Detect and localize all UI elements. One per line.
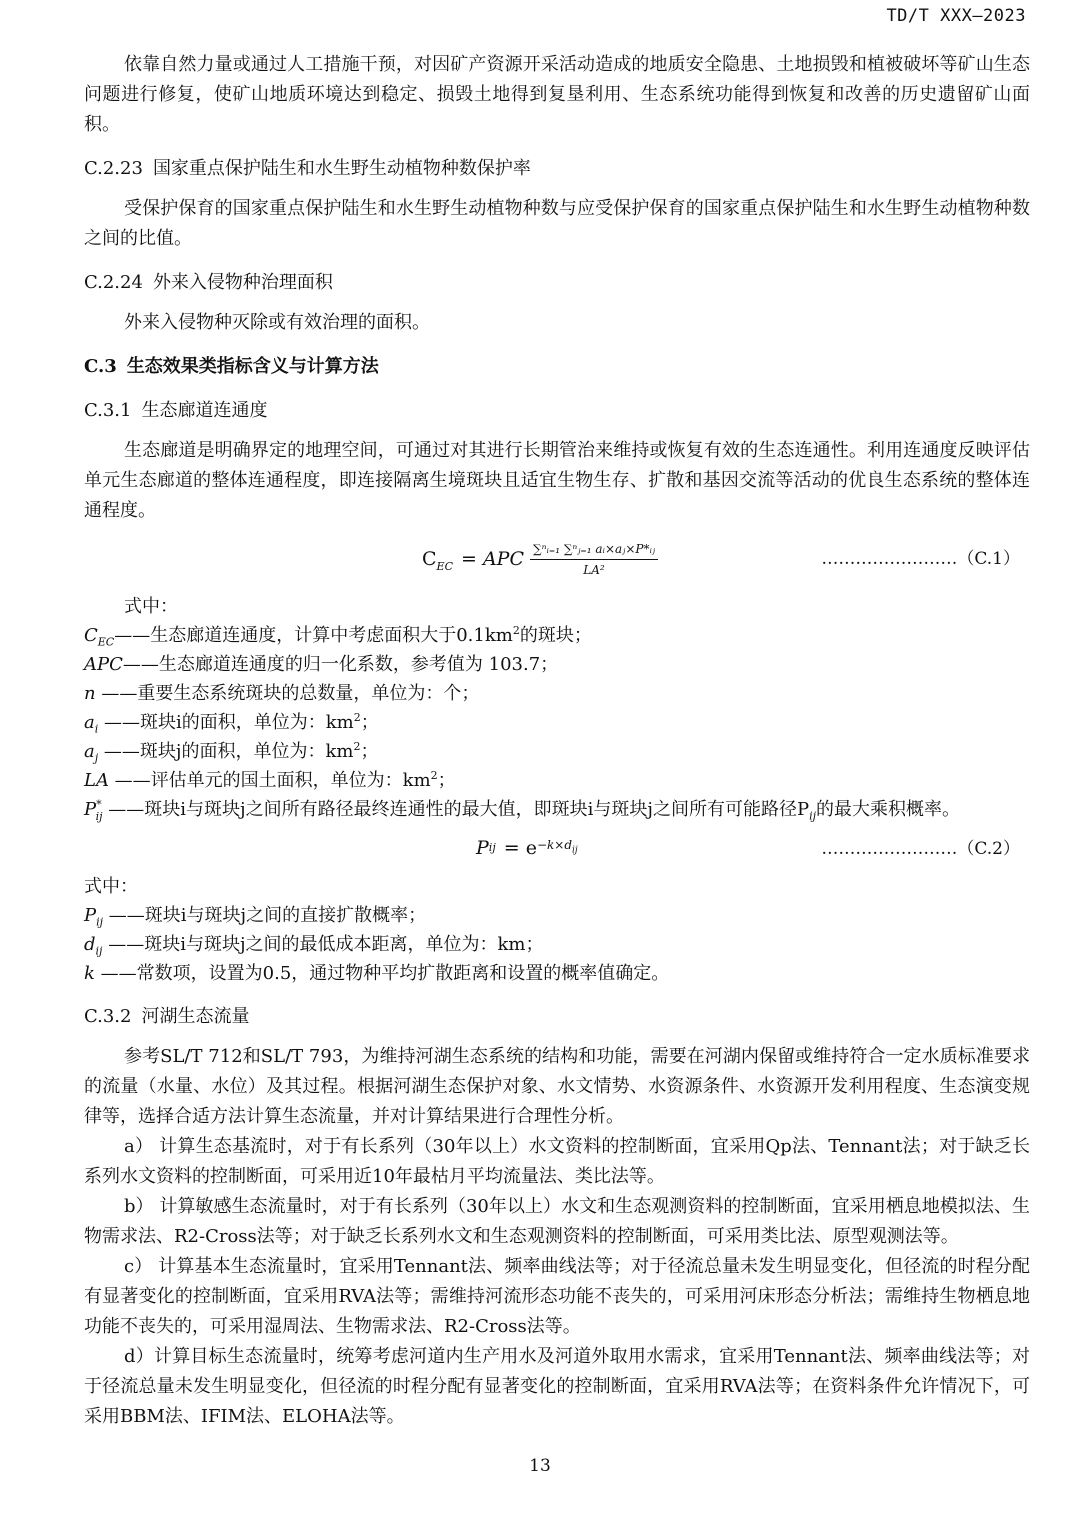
clause-title: 河湖生态流量 xyxy=(141,1006,250,1027)
clause-number: C.2.24 xyxy=(84,272,143,293)
clause-c2-24-body: 外来入侵物种灭除或有效治理的面积。 xyxy=(124,312,430,333)
where-label: 式中： xyxy=(124,596,178,617)
formula-c2 xyxy=(84,828,1030,868)
formula-lhs: $C_{EC}$ xyxy=(422,548,453,573)
definition-line: APC——生态廊道连通度的归一化系数，参考值为 103.7； xyxy=(84,654,559,675)
formula-numerator: ∑ⁿᵢ₌₁ ∑ⁿⱼ₌₁ aᵢ×aⱼ×P*ᵢⱼ xyxy=(530,541,658,560)
method-item: a） 计算生态基流时，对于有长系列（30年以上）水文资料的控制断面，宜采用Qp法、Tennant法；对于缺乏长系列水文资料的控制断面，可采用近10年最枯月平均流量法、类比法等。 xyxy=(84,1136,1030,1187)
formula-c1 xyxy=(84,530,1030,588)
method-item-list xyxy=(84,1132,1030,1432)
clause-c2-24-heading xyxy=(84,268,1030,298)
equation-number-c1: ……………………（C.1） xyxy=(821,549,1020,569)
clause-number: C.3.1 xyxy=(84,400,132,421)
definition-list-c2 xyxy=(84,901,1030,988)
definition-line: k ——常数项，设置为0.5，通过物种平均扩散距离和设置的概率值确定。 xyxy=(84,963,670,984)
clause-number: C.2.23 xyxy=(84,158,143,179)
definition-line: $P_{ij}$ ——斑块i与斑块j之间的直接扩散概率； xyxy=(84,905,427,929)
formula-fraction xyxy=(530,541,658,578)
definition-list-c1 xyxy=(84,621,1030,795)
page-number: 13 xyxy=(529,1456,551,1476)
definition-line: $a_i$ ——斑块i的面积，单位为：$km^2$； xyxy=(84,711,379,736)
method-item: b） 计算敏感生态流量时，对于有长系列（30年以上）水文和生态观测资料的控制断面，宜采用栖息地模拟法、生物需求法、R2-Cross法等；对于缺乏长系列水文和生态观测资料的控制断面，可采用类比法、原型观测法等。 xyxy=(84,1196,1030,1247)
definition-line: $C_{EC}——$生态廊道连通度，计算中考虑面积大于$0.1km^2$的斑块； xyxy=(84,624,592,649)
equation-number-c2: ……………………（C.2） xyxy=(821,839,1020,859)
definition-p-star: $P^*_{ij}$ ——斑块i与斑块j之间所有路径最终连通性的最大值，即斑块i与斑块j之间所有可能路径$P_{ij}$的最大乘积概率。 xyxy=(84,798,961,823)
definition-line: n ——重要生态系统斑块的总数量，单位为：个； xyxy=(84,683,480,704)
section-title: 生态效果类指标含义与计算方法 xyxy=(126,356,379,377)
intro-paragraph: 依靠自然力量或通过人工措施干预，对因矿产资源开采活动造成的地质安全隐患、土地损毁和植被破坏等矿山生态问题进行修复，使矿山地质环境达到稳定、损毁土地得到复垦利用、生态系统功能得到恢复和改善的历史遗留矿山面积。 xyxy=(84,54,1030,135)
clause-c3-2-body: 参考SL/T 712和SL/T 793，为维持河湖生态系统的结构和功能，需要在河湖内保留或维持符合一定水质标准要求的流量（水量、水位）及其过程。根据河湖生态保护对象、水文情势、水资源条件、水资源开发利用程度、生态演变规律等，选择合适方法计算生态流量，并对计算结果进行合理性分析。 xyxy=(84,1046,1030,1127)
page-content xyxy=(84,50,1030,1432)
formula-denominator: LA² xyxy=(583,562,605,577)
clause-title: 外来入侵物种治理面积 xyxy=(152,272,333,293)
formula-c1-expression xyxy=(422,530,658,588)
definition-line: $d_{ij}$ ——斑块i与斑块j之间的最低成本距离，单位为：km； xyxy=(84,934,544,958)
standard-code-header: TD/T XXX—2023 xyxy=(886,6,1026,26)
clause-title: 生态廊道连通度 xyxy=(141,400,268,421)
formula-c2-expression: P ij = e $-k\times d_{ij}$ xyxy=(476,837,578,859)
method-item: c） 计算基本生态流量时，宜采用Tennant法、频率曲线法等；对于径流总量未发生明显变化，但径流的时程分配有显著变化的控制断面，宜采用RVA法等；需维持河流形态功能不丧失的，可采用河床形态分析法；需维持生物栖息地功能不丧失的，可采用湿周法、生物需求法、R2-Cross法等。 xyxy=(84,1256,1030,1337)
clause-c2-23-heading xyxy=(84,154,1030,184)
section-number: C.3 xyxy=(84,356,117,377)
clause-c2-23-body: 受保护保育的国家重点保护陆生和水生野生动植物种数与应受保护保育的国家重点保护陆生和水生野生动植物种数之间的比值。 xyxy=(84,198,1030,249)
definition-line: LA ——评估单元的国土面积，单位为：$km^2$； xyxy=(84,769,456,791)
where-label-2: 式中： xyxy=(84,876,138,897)
section-c3-heading xyxy=(84,352,1030,382)
clause-c3-1-heading xyxy=(84,396,1030,426)
definition-line: $a_j$ ——斑块j的面积，单位为：$km^2$； xyxy=(84,740,379,765)
clause-c3-1-body: 生态廊道是明确界定的地理空间，可通过对其进行长期管治来维持或恢复有效的生态连通性。利用连通度反映评估单元生态廊道的整体连通程度，即连接隔离生境斑块且适宜生物生存、扩散和基因交流等活动的优良生态系统的整体连通程度。 xyxy=(84,440,1030,521)
clause-c3-2-heading xyxy=(84,1002,1030,1032)
formula-apc: = APC xyxy=(461,548,525,570)
clause-title: 国家重点保护陆生和水生野生动植物种数保护率 xyxy=(152,158,531,179)
method-item: d）计算目标生态流量时，统筹考虑河道内生产用水及河道外取用水需求，宜采用Tennant法、频率曲线法等；对于径流总量未发生明显变化，但径流的时程分配有显著变化的控制断面，宜采用RVA法等；在资料条件允许情况下，可采用BBM法、IFIM法、ELOHA法等。 xyxy=(84,1346,1030,1427)
clause-number: C.3.2 xyxy=(84,1006,132,1027)
